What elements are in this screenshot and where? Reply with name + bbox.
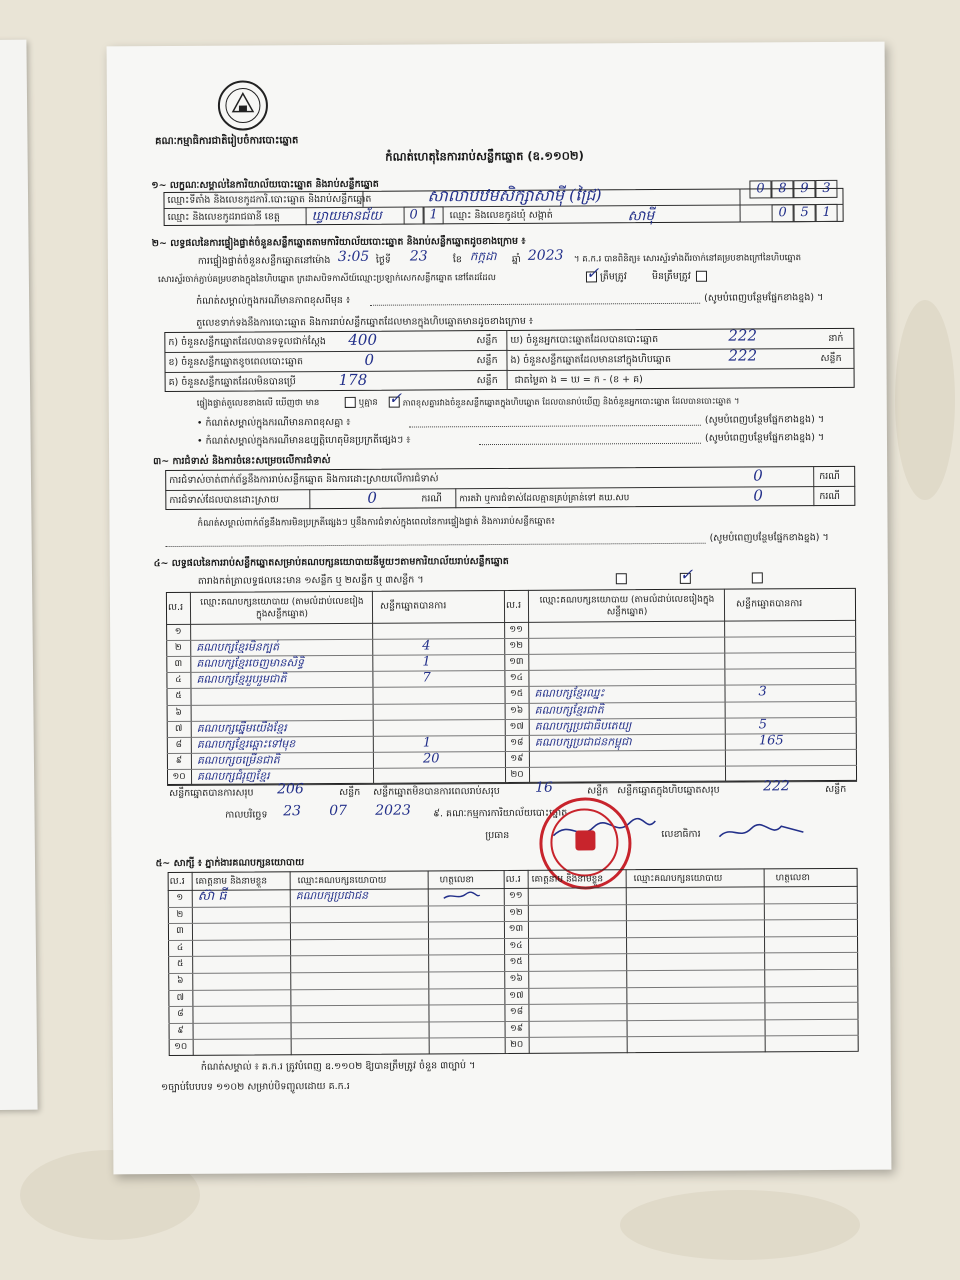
received-value: 400 [348,330,378,349]
fill-hint: (សូមបំពេញបន្ថែមផ្នែកខាងខ្នង) ។ [709,531,829,544]
row-number: ៨ [177,1009,184,1020]
none-label: ឬគ្មាន [358,397,378,408]
col-no-header: ល.រ [167,601,184,614]
day-label: ថ្ងៃទី [375,254,391,266]
unit: សន្លឹក [476,355,498,367]
voters-label: ឃ) ចំនួនអ្នកបោះឆ្នោតដែលបានបោះឆ្នោត [510,334,659,346]
commune-value: សាម៉ី [627,208,655,225]
row-number: ២០ [510,769,524,780]
row-number: ១៩ [510,753,524,764]
date-label: កាលបរិច្ឆេទ [225,809,268,821]
fill-hint: (សូមបំពេញបន្ថែមផ្នែកខាងខ្នង) ។ [704,414,825,426]
unit: សន្លឹក [476,375,498,387]
party-name: គណបក្សឆ្នើមយើងខ្មែរ [196,720,287,735]
commune-code-digit: 1 [816,204,838,222]
province-value: ឃ្វាយមានជ័យ [311,208,382,225]
difference-note: • កំណត់សម្គាល់ក្នុងករណីមានភាពខុសគ្នា ៖ [196,416,351,429]
unit: សន្លឹក [825,783,847,796]
col-no-header: ល.រ [505,873,521,885]
check-line: ផ្ទៀងផ្ទាត់តួលេខខាងលើ ឃើញថា មាន [196,398,320,409]
row-number: ១៧ [509,721,524,732]
row-number: ៣ [174,659,183,670]
party-name: គណបក្សប្រជាជនកម្ពុជា [534,734,632,749]
row-number: ១១ [508,890,523,901]
party-votes: 3 [758,684,767,700]
footer-copy-note: ១ច្បាប់បែបបទ ១១០២ សម្រាប់បិទញ្ចូលដោយ គ.ក.រ [160,1080,350,1094]
committee-name: គណៈកម្មាធិការជាតិរៀបចំការបោះឆ្នោត [155,135,299,148]
fill-hint: (សូមបំពេញបន្ថែមផ្នែកខាងខ្នង) ។ [704,292,824,304]
verify-time-label: ការផ្ទៀងផ្ទាត់ចំនួនសន្លឹកឆ្នោតនៅម៉ោង [197,255,331,267]
province-label: ឈ្មោះ និងលេខកូដរាជធានី ខេត្ត [167,211,280,224]
col-party-header: ឈ្មោះគណបក្សនយោបាយ [633,873,723,885]
incorrect-label: មិនត្រឹមត្រូវ [651,270,691,283]
row-number: ១៦ [509,973,523,984]
case-unit: ករណី [819,470,840,483]
verify-month: កក្កដា [469,249,497,264]
check-mark-icon: ✓ [388,388,403,408]
one-sheet-checkbox[interactable] [616,573,627,584]
location-label: ឈ្មោះទីតាំង និងលេខកូដការិ.បោះឆ្នោត និងរាប់សន្លឹកឆ្នោត [167,193,372,207]
received-label: ក) ចំនួនសន្លឹកឆ្នោតដែលបានទទួលជាក់ស្តែង [168,336,326,349]
location-code-digit: 9 [793,180,815,198]
secretary-signature-icon [717,818,807,845]
footer-note: កំណត់សម្គាល់ ៖ គ.ក.រ ត្រូវបំពេញ ឧ.១១០២ ឱ្យបានត្រឹមត្រូវ ចំនួន ៣ច្បាប់ ។ [200,1060,476,1073]
invalid-label: សន្លឹកឆ្នោតមិនបានការពេលរាប់សរុប [373,785,500,798]
commune-code-digit: 5 [794,204,816,222]
total-valid-label: សន្លឹកឆ្នោតបានការសរុប [169,787,254,800]
unit: សន្លឹក [820,352,842,365]
unused-label: គ) ចំនួនសន្លឹកឆ្នោតដែលមិនបានប្រើ [168,376,296,389]
row-number: ១៨ [510,737,524,748]
month-label: ខែ [452,254,462,266]
section5-title: ៥~ សាក្សី ៖ ភ្នាក់ងារគណបក្សនយោបាយ [155,857,305,870]
formula: ជាតម្លៃគា ង = ឃ = ក - (ខ + គ) [514,374,643,386]
row-number: ១៤ [509,673,524,684]
party-votes: 1 [422,654,431,670]
commune-code-digit: 0 [772,204,794,222]
party-name: គណបក្សជំរុញខ្មែរ [196,769,270,783]
secretary-label: លេខាធិការ [661,828,701,841]
unit: សន្លឹក [339,786,361,798]
section2-title: ២~ លទ្ធផលនៃការផ្ទៀងផ្ទាត់ចំនួនសន្លឹកឆ្នោតតាមការិយាល័យបោះឆ្នោត និងរាប់សន្លឹកឆ្នោតដូចខាងក្រោម ៖ [151,235,526,250]
date-day: 23 [283,803,302,820]
fill-hint: (សូមបំពេញបន្ថែមផ្នែកខាងខ្នង) ។ [704,432,825,444]
row-number: ៥ [175,691,182,702]
date-year: 2023 [375,802,411,819]
figures-lead: តួលេខទាក់ទងនឹងការបោះឆ្នោត និងការរាប់សន្លឹកឆ្នោតដែលមានក្នុងហិបឆ្នោតមានដូចខាងក្រោម ៖ [196,315,534,329]
objection-row1-label: ការជំទាស់ចាត់ពាក់ព័ន្ធនឹងការរាប់សន្លឹកឆ្នោត និងការដោះស្រាយលើការជំទាស់ [169,473,439,487]
row-number: ៤ [175,675,182,686]
objection-note: កំណត់សម្គាល់ពាក់ព័ន្ធនឹងការមិនប្រក្រតីផ្សេងៗ ឬនឹងការជំទាស់ក្នុងពេលនៃការផ្ទៀងផ្ទាត់ និងការរាប់សន្លឹកឆ្នោត៖ [197,516,556,529]
party-name: គណបក្សខ្មែរចេញមានសិទ្ធិ [196,656,304,671]
row-number: ១៧ [509,990,524,1001]
chair-label: ប្រធាន [485,829,510,842]
row-number: ១៣ [509,657,524,668]
witness-party: គណបក្សប្រជាជន [295,888,369,903]
objection-row3-value: 0 [753,486,763,505]
verify-time: 3:05 [337,248,370,265]
inbox-label: ង) ចំនួនសន្លឹកឆ្នោតដែលមាននៅក្នុងហិបឆ្នោត [510,353,672,366]
col-party-header: ឈ្មោះគណបក្សនយោបាយ (តាមលំដាប់លេខរៀងក្នុងសន្លឹកឆ្នោត) [539,594,715,618]
verify-year: 2023 [527,247,564,264]
note-label: កំណត់សម្គាល់ក្នុងករណីមានភាពខុសពីមុន ៖ [196,294,351,307]
location-value: សាលាបឋមសិក្សាសាម៉ី (ជ្រៃ) [427,185,602,206]
party-votes: 165 [758,732,784,749]
row-number: ១៤ [509,940,523,951]
location-code-digit: 0 [749,180,771,198]
check-rest: ភាពខុសគ្នារវាងចំនួនសន្លឹកឆ្នោតក្នុងហិបឆ្នោត ដែលបានរាប់ឃើញ និងចំនួនអ្នកបោះឆ្នោត ដែលបានបោះឆ្នោត ។ [402,395,740,408]
col-no-header: ល.រ [505,599,522,611]
case-unit: ករណី [819,490,841,503]
date-month: 07 [329,802,348,820]
party-name: គណបក្សខ្មែរឆ្ពោះទៅមុខ [196,736,296,751]
row-number: ១២ [509,907,523,918]
section1-title: ១~ លក្ខណៈសម្គាល់នៃការិយាល័យបោះឆ្នោត និងរាប់សន្លឹកឆ្នោត [151,178,379,192]
witness-signature-icon [442,890,482,902]
inbox-total-label: សន្លឹកឆ្នោតក្នុងហិបឆ្នោតសរុប [617,784,720,797]
row-number: ៦ [175,707,182,718]
check-mark-icon: ✓ [679,564,694,584]
row-number: ១៨ [509,1007,524,1018]
col-no-header: ល.រ [169,875,185,888]
spoiled-value: 0 [364,350,375,369]
wall-stain [620,1190,860,1260]
party-votes: 5 [758,716,768,733]
row-number: ៥ [176,959,184,970]
row-number: ៦ [177,975,184,986]
section3-title: ៣~ ការជំទាស់ និងការចំនេះសម្រេចលើការជំទាស់ [153,455,331,468]
row-number: ១៦ [510,705,524,716]
verify-sentence-2: សោរស្ទ័រចាក់ភ្ជាប់គម្របខាងក្នុងនៃហិបឆ្នោត ក្រដាសបិទកាសីយ៍ឈ្មោះប្រឡាក់សេកសន្លឹកឆ្នោត នៅតែដដែល [157,273,496,286]
row-number: ១៥ [509,957,523,968]
party-name: គណបក្សខ្មែរជាតិ [534,702,604,717]
col-votes-header: សន្លឹកឆ្នោតបានការ [735,598,803,610]
section4-title: ៤~ លទ្ធផលនៃការរាប់សន្លឹកឆ្នោតសម្រាប់គណបក្សនយោបាយនីមួយៗតាមការិយាល័យរាប់សន្លឹកឆ្នោត [153,555,509,570]
inbox-total-value: 222 [763,778,790,795]
row-number: ១៥ [509,689,524,700]
col-party-header: ឈ្មោះគណបក្សនយោបាយ (តាមលំដាប់លេខរៀងក្នុងសន្លឹកឆ្នោត) [200,596,364,620]
party-votes: 7 [422,670,431,686]
row-number: ៤ [176,942,184,953]
objection-row2-label: ការជំទាស់ដែលបានដោះស្រាយ [169,494,279,507]
witness-name: ស៊ា ធី [197,888,227,904]
objection-row2-value: 0 [367,488,377,507]
row-number: ១២ [509,640,524,652]
province-code-digit: 1 [424,206,444,224]
objection-row1-value: 0 [753,466,763,485]
party-votes: 1 [422,735,432,751]
unused-value: 178 [338,370,368,389]
party-votes: 4 [422,638,431,654]
location-code-digit: 8 [771,180,793,198]
inbox-value: 222 [728,346,758,365]
year-label: ឆ្នាំ [511,253,521,265]
correct-label: ត្រឹមត្រូវ [599,271,627,283]
party-name: គណបក្សខ្មែររួបរួមជាតិ [196,672,287,687]
unit: សន្លឹក [476,335,498,347]
commune-label: ឈ្មោះ និងលេខកូដឃុំ សង្កាត់ [449,209,553,222]
row-number: ១០ [172,771,186,782]
incorrect-checkbox[interactable] [696,271,707,282]
difference-yes-checkbox[interactable] [345,397,356,408]
objection-row3-label: ការតវ៉ា ឬការជំទាស់ដែលគ្មានគ្រប់គ្រាន់ទៅ គឃ.សប [459,493,630,505]
col-sign-header: ហត្ថលេខា [439,875,474,886]
sheets-intro: តារាងកត់ត្រាលទ្ធផលនេះមាន ១សន្លឹក ឬ ២សន្លឹក ឬ ៣សន្លឹក ។ [197,574,424,587]
party-name: គណបក្សខ្មែរឈ្នះ [534,686,605,701]
nec-emblem-icon [217,79,269,131]
spoiled-label: ខ) ចំនួនសន្លឹកឆ្នោតខូចពេលបោះឆ្នោត [168,356,304,369]
verify-sentence: ។ គ.ក.រ បានពិនិត្យ៖ សោរស្ទ័រទាំងពីរចាក់នៅគម្របខាងក្រៅនៃហិបឆ្នោត [573,253,802,265]
row-number: ៩ [175,755,183,766]
row-number: ២ [176,909,184,920]
col-name-header: គោត្តនាម និងនាមខ្លួន [195,876,268,887]
row-number: ១០ [174,1042,188,1053]
row-number: ៣ [176,926,184,937]
party-name: គណបក្សប្រជាធិបតេយ្យ [534,718,632,733]
row-number: ៩ [177,1025,184,1036]
row-number: ២ [174,643,182,654]
party-votes: 20 [422,751,440,767]
party-name: គណបក្សចម្រើនជាតិ [196,753,280,767]
form-title: កំណត់ហេតុនៃការរាប់សន្លឹកឆ្នោត (ឧ.១១០២) [385,148,584,164]
row-number: ១ [174,626,182,637]
unit: សន្លឹក [587,785,609,797]
row-number: ១១ [509,624,523,635]
row-number: ៧ [174,723,183,734]
case-unit: ករណី [421,493,443,505]
row-number: ១៣ [508,924,524,935]
row-number: ៧ [176,992,185,1003]
col-name-header: គោត្តនាម និងនាមខ្លួន [531,874,604,885]
verify-day: 23 [409,248,428,265]
incident-note: • កំណត់សម្គាល់ក្នុងករណីមានឧប្បត្តិហេតុមិនប្រក្រតីផ្សេងៗ ៖ [196,434,411,447]
adjacent-paper-sheet [0,40,38,1111]
row-number: ១ [176,892,184,903]
col-votes-header: សន្លឹកឆ្នោតបានការ [379,600,447,612]
row-number: ១៩ [509,1023,524,1034]
col-sign-header: ហត្ថលេខា [775,873,810,884]
wall-stain [895,300,955,500]
row-number: ២០ [510,1040,524,1051]
row-number: ៨ [175,739,183,750]
party-name: គណបក្សខ្មែរមិនក្បត់ [196,640,280,654]
three-sheet-checkbox[interactable] [752,572,763,583]
ballot-count-form [107,42,892,1175]
committee-sign-label: ៩. គណៈកម្មការការិយាល័យបោះឆ្នោត [433,807,568,820]
province-code-digit: 0 [404,206,424,224]
location-code-digit: 3 [815,180,837,198]
check-mark-icon: ✓ [585,263,600,283]
unit: នាក់ [828,332,844,344]
total-valid-value: 206 [277,781,304,798]
invalid-value: 16 [535,779,553,796]
col-party-header: ឈ្មោះគណបក្សនយោបាយ [297,875,387,887]
voters-value: 222 [728,326,758,345]
